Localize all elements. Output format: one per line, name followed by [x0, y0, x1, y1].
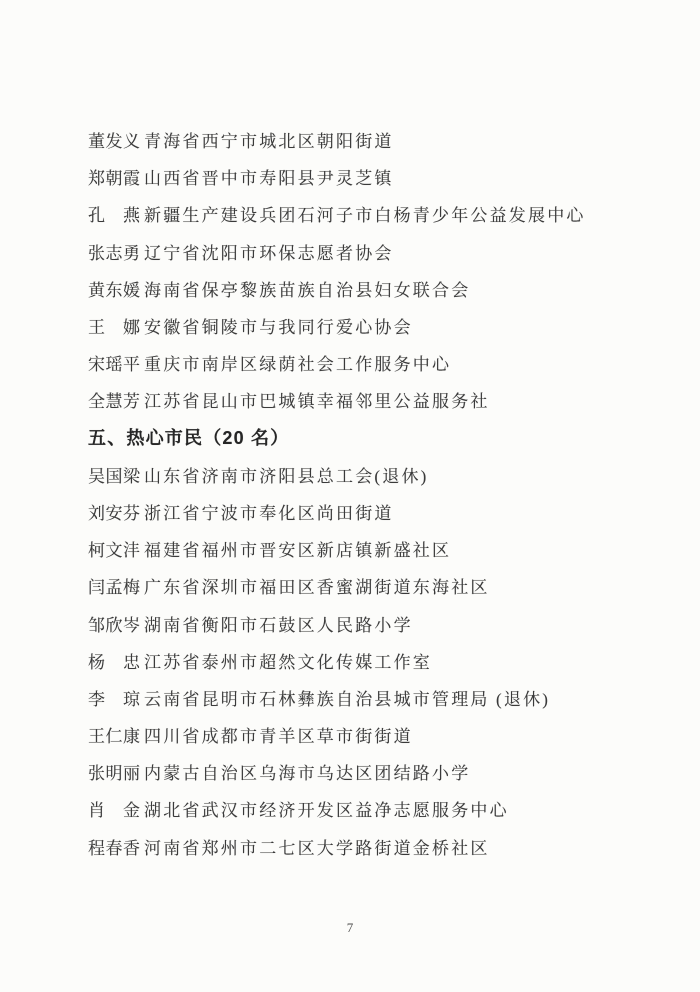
- person-name: 宋瑶平: [88, 355, 141, 375]
- person-name: 黄东媛: [88, 280, 141, 300]
- person-name: 张志勇: [88, 243, 141, 263]
- list-item: [88, 344, 674, 381]
- list-item: [88, 158, 674, 195]
- person-name: 闫孟梅: [88, 578, 141, 598]
- list-item: [88, 753, 674, 790]
- list-item: [88, 270, 674, 307]
- person-name: 柯文沣: [88, 541, 141, 561]
- person-affiliation: 湖南省衡阳市石鼓区人民路小学: [144, 615, 413, 635]
- list-item: [88, 493, 674, 530]
- list-item: [88, 567, 674, 604]
- person-affiliation: 云南省昆明市石林彝族自治县城市管理局 (退休): [144, 689, 551, 709]
- section-entries-list: [88, 456, 674, 865]
- list-item: [88, 679, 674, 716]
- person-name: 孔 燕: [88, 206, 141, 226]
- award-list: [88, 121, 674, 865]
- person-affiliation: 山东省济南市济阳县总工会(退休): [144, 466, 429, 486]
- list-item: [88, 790, 674, 827]
- person-affiliation: 广东省深圳市福田区香蜜湖街道东海社区: [144, 578, 490, 598]
- person-affiliation: 浙江省宁波市奉化区尚田街道: [144, 503, 394, 523]
- person-name: 吴国梁: [88, 466, 141, 486]
- list-item: [88, 381, 674, 418]
- person-affiliation: 福建省福州市晋安区新店镇新盛社区: [144, 541, 452, 561]
- list-item: [88, 716, 674, 753]
- list-item: [88, 456, 674, 493]
- person-name: 张明丽: [88, 764, 141, 784]
- person-affiliation: 江苏省昆山市巴城镇幸福邻里公益服务社: [144, 392, 490, 412]
- person-name: 杨 忠: [88, 652, 141, 672]
- person-name: 董发义: [88, 132, 141, 152]
- person-affiliation: 辽宁省沈阳市环保志愿者协会: [144, 243, 394, 263]
- person-affiliation: 湖北省武汉市经济开发区益净志愿服务中心: [144, 801, 509, 821]
- list-item: [88, 233, 674, 270]
- person-affiliation: 安徽省铜陵市与我同行爱心协会: [144, 318, 413, 338]
- person-name: 刘安芬: [88, 503, 141, 523]
- list-item: [88, 530, 674, 567]
- person-affiliation: 新疆生产建设兵团石河子市白杨青少年公益发展中心: [144, 206, 586, 226]
- person-name: 邹欣岑: [88, 615, 141, 635]
- section-heading: 五、热心市民（20 名）: [88, 428, 290, 449]
- person-affiliation: 山西省晋中市寿阳县尹灵芝镇: [144, 169, 394, 189]
- person-affiliation: 内蒙古自治区乌海市乌达区团结路小学: [144, 764, 471, 784]
- person-name: 王 娜: [88, 318, 141, 338]
- person-affiliation: 重庆市南岸区绿荫社会工作服务中心: [144, 355, 452, 375]
- list-item: [88, 828, 674, 865]
- person-affiliation: 四川省成都市青羊区草市街街道: [144, 727, 413, 747]
- person-affiliation: 海南省保亭黎族苗族自治县妇女联合会: [144, 280, 471, 300]
- list-item: [88, 307, 674, 344]
- person-name: 程春香: [88, 838, 141, 858]
- continued-entries-list: [88, 121, 674, 419]
- person-name: 肖 金: [88, 801, 141, 821]
- list-item: [88, 195, 674, 232]
- person-name: 全慧芳: [88, 392, 141, 412]
- page-number: 7: [346, 920, 354, 935]
- person-affiliation: 青海省西宁市城北区朝阳街道: [144, 132, 394, 152]
- person-name: 李 琼: [88, 689, 141, 709]
- person-name: 郑朝霞: [88, 169, 141, 189]
- person-name: 王仁康: [88, 727, 141, 747]
- person-affiliation: 江苏省泰州市超然文化传媒工作室: [144, 652, 432, 672]
- person-affiliation: 河南省郑州市二七区大学路街道金桥社区: [144, 838, 490, 858]
- list-item: [88, 642, 674, 679]
- list-item: [88, 604, 674, 641]
- list-item: [88, 121, 674, 158]
